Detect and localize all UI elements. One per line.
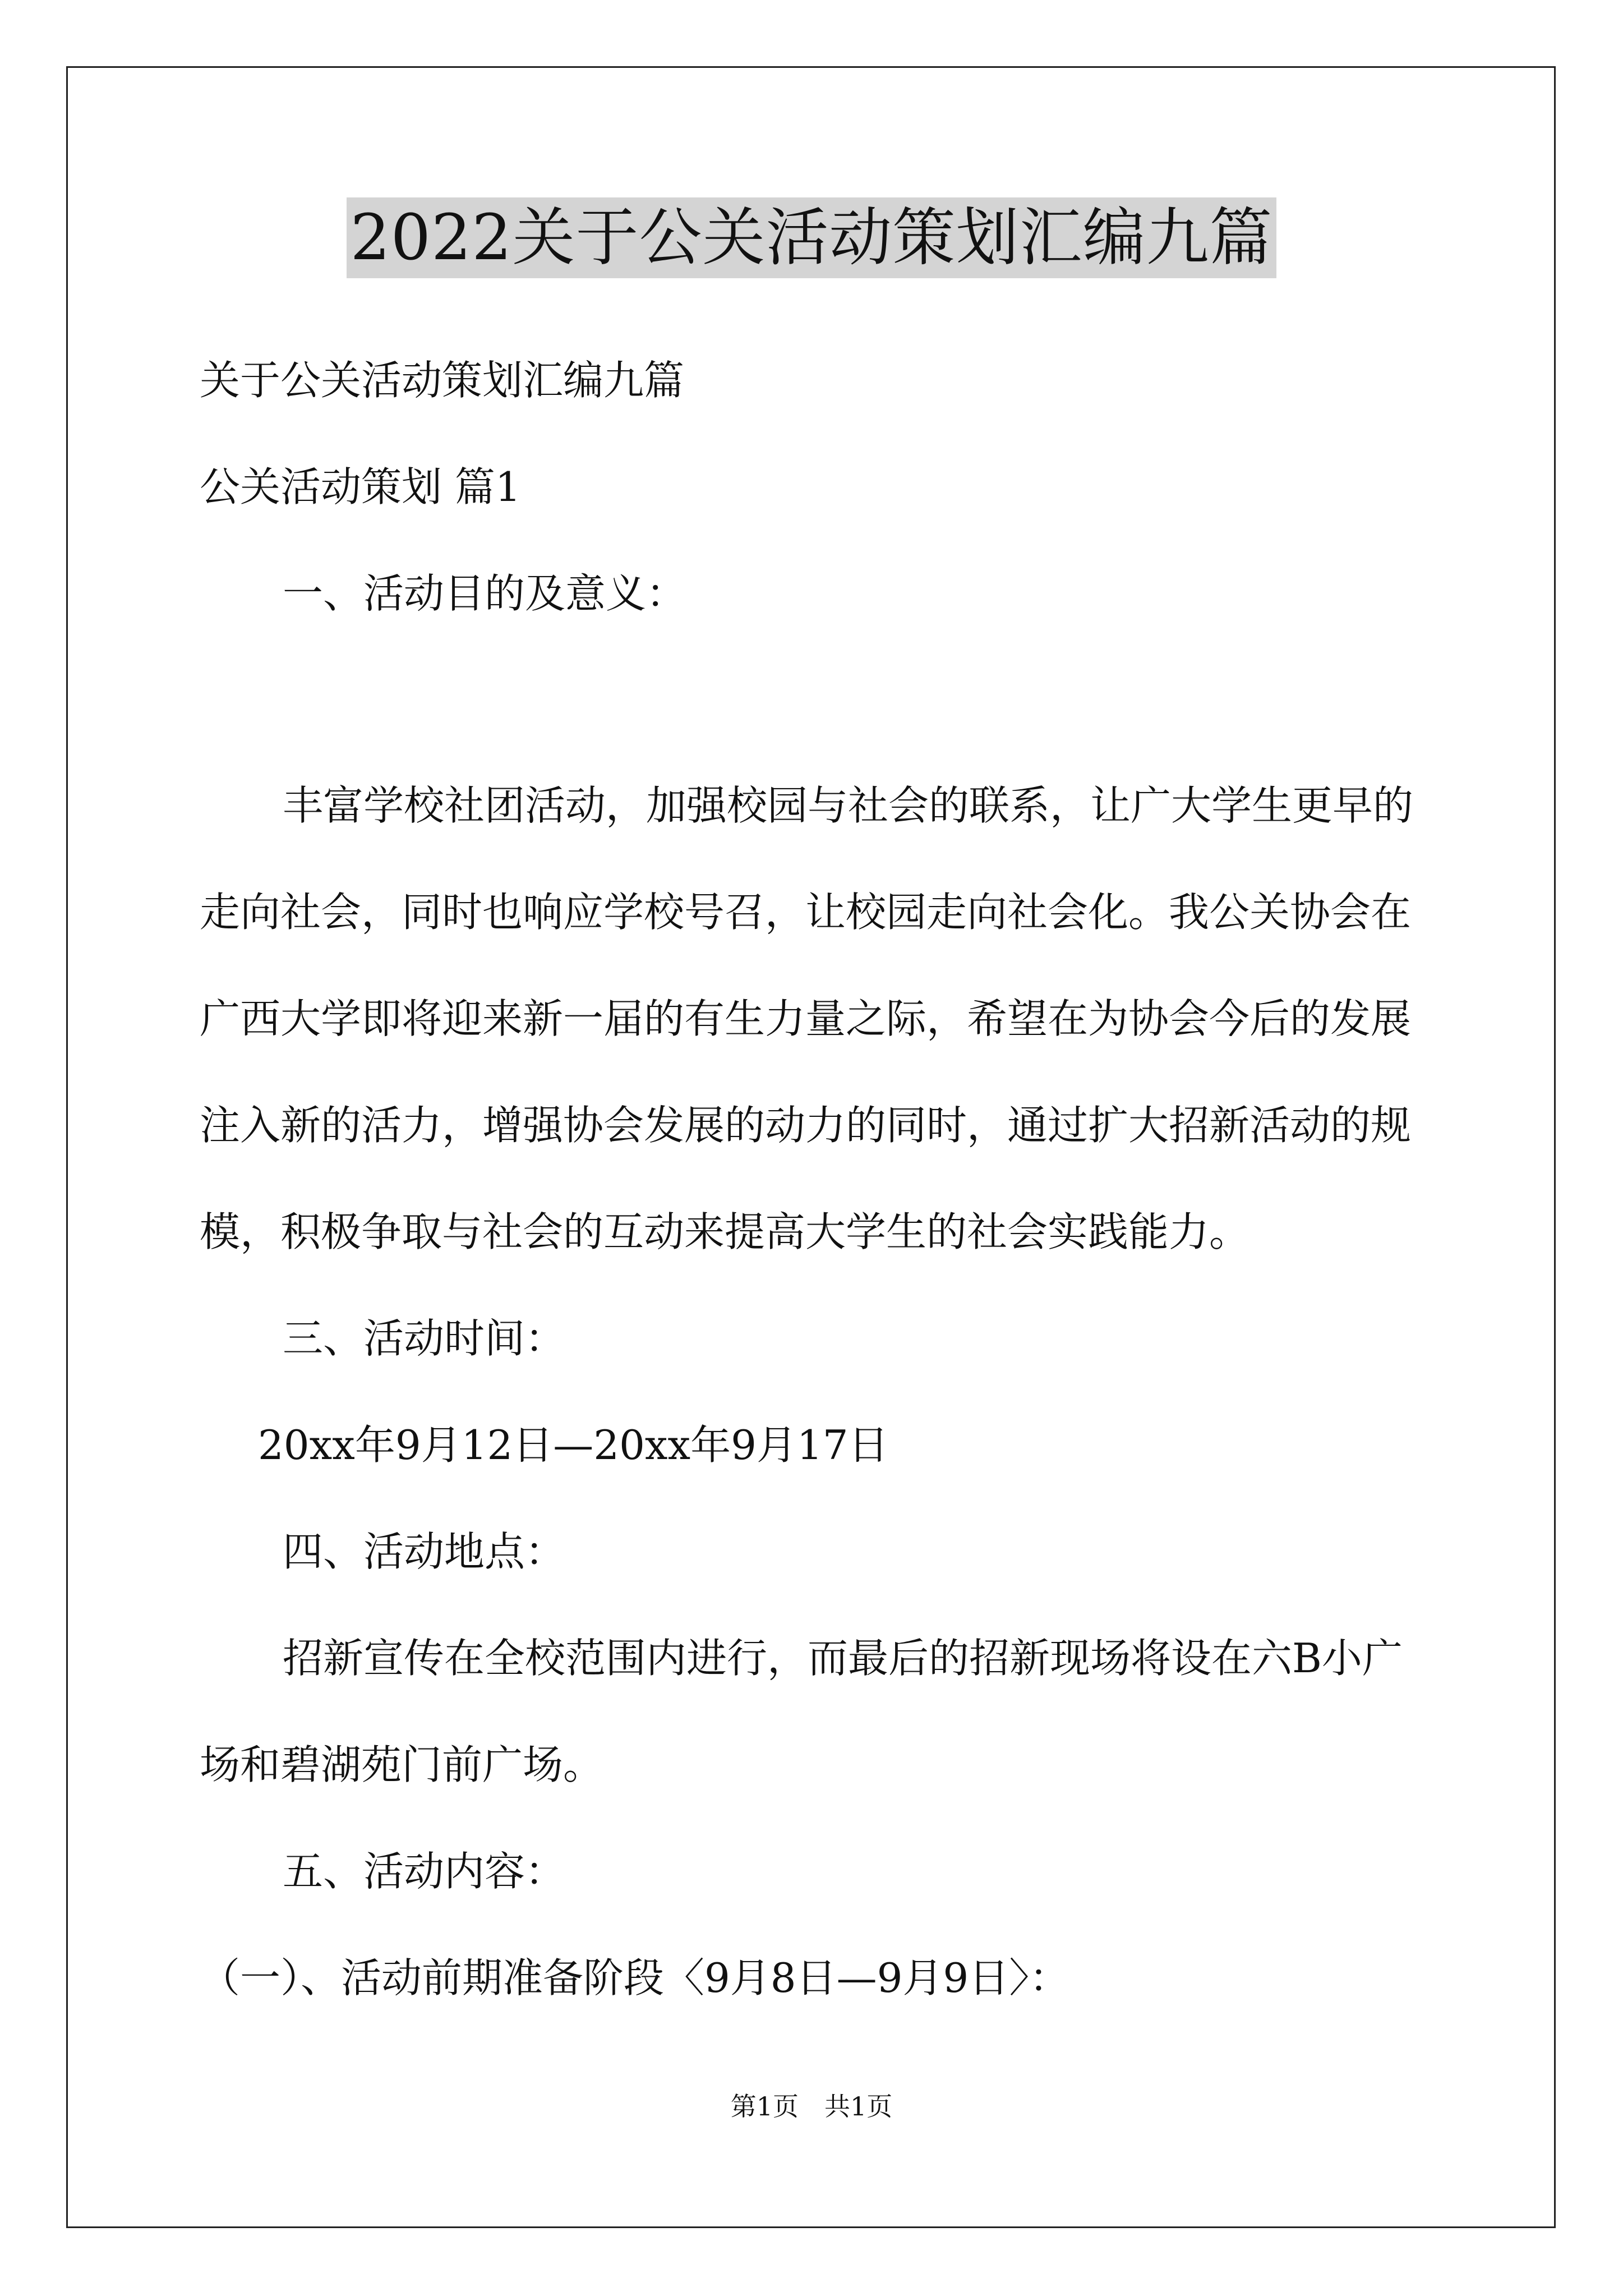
paragraph-line: 场和碧湖苑门前广场。: [200, 1741, 604, 1788]
paragraph-line: 模，积极争取与社会的互动来提高大学生的社会实践能力。: [200, 1208, 1250, 1255]
document-title: 2022关于公关活动策划汇编九篇: [347, 197, 1276, 278]
time-range-text: 20xx年9月12日—20xx年9月17日: [258, 1421, 889, 1469]
paragraph-line: 注入新的活力，增强协会发展的动力的同时，通过扩大招新活动的规: [200, 1102, 1412, 1149]
paragraph-line: 丰富学校社团活动，加强校园与社会的联系，让广大学生更早的: [283, 782, 1414, 829]
subheading-preparation-phase: （一）、活动前期准备阶段〈9月8日—9月9日〉：: [200, 1954, 1070, 2001]
paragraph-line: 广西大学即将迎来新一届的有生力量之际，希望在为协会今后的发展: [200, 995, 1412, 1042]
subtitle-line: 关于公关活动策划汇编九篇: [200, 357, 685, 404]
heading-purpose: 一、活动目的及意义：: [283, 570, 687, 617]
page-footer: 第1页 共1页: [730, 2091, 893, 2122]
paragraph-line: 招新宣传在全校范围内进行，而最后的招新现场将设在六B小广: [283, 1635, 1403, 1682]
heading-location: 四、活动地点：: [283, 1528, 566, 1575]
heading-content: 五、活动内容：: [283, 1848, 566, 1895]
heading-time: 三、活动时间：: [283, 1315, 566, 1362]
section-heading-article-1: 公关活动策划 篇1: [200, 463, 521, 510]
paragraph-line: 走向社会，同时也响应学校号召，让校园走向社会化。我公关协会在: [200, 889, 1412, 936]
title-container: [0, 197, 1623, 278]
